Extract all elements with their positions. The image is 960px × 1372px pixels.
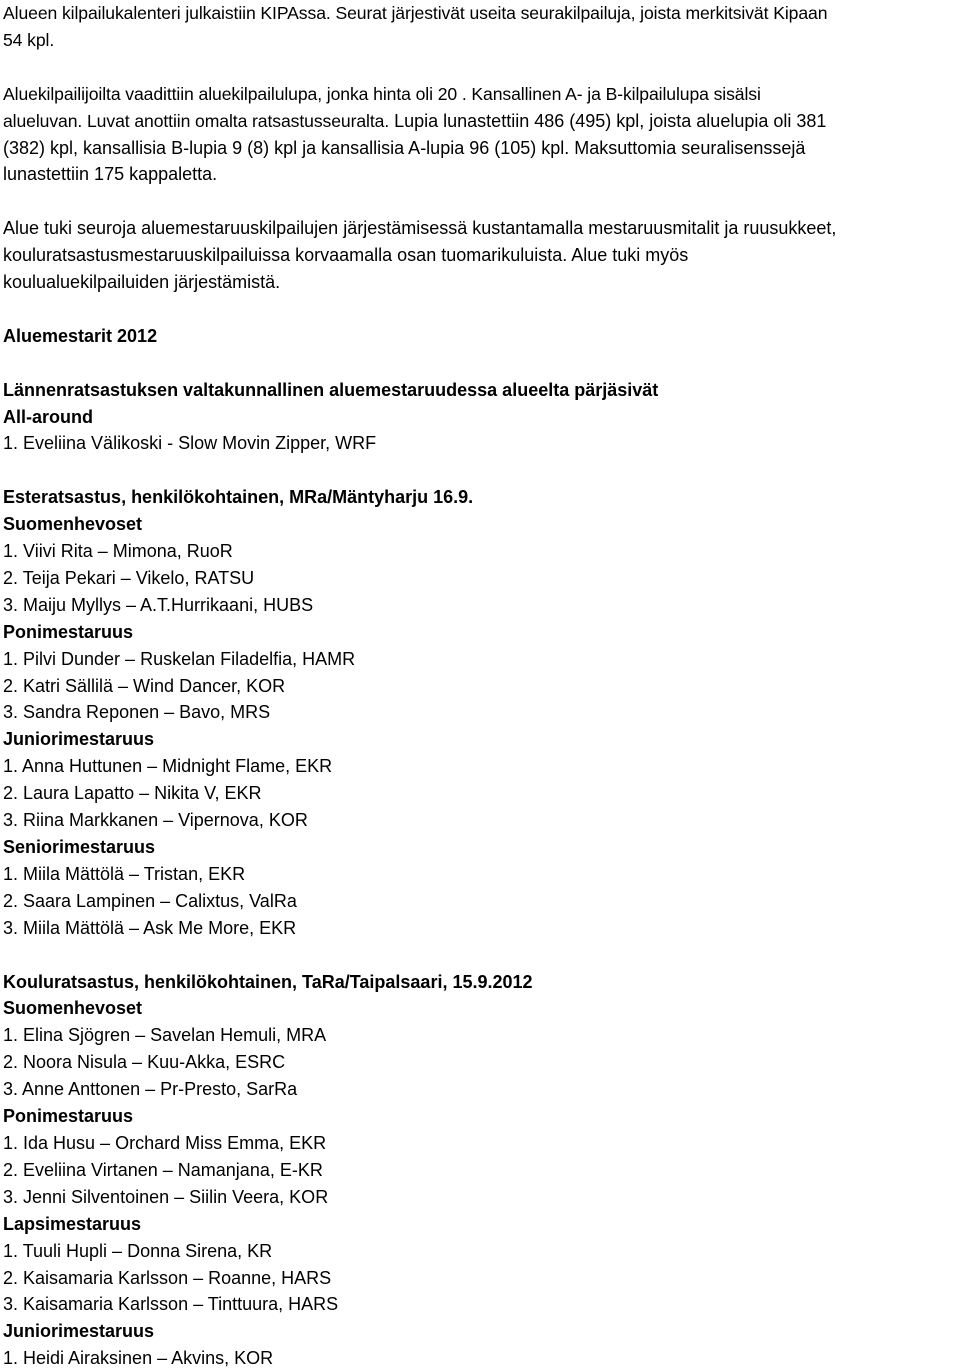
jumping-result: 2. Katri Sällilä – Wind Dancer, KOR: [3, 675, 286, 696]
jumping-group-heading: Juniorimestaruus: [3, 729, 155, 750]
dressage-result: 1. Elina Sjögren – Savelan Hemuli, MRA: [3, 1025, 327, 1046]
dressage-result: 2. Noora Nisula – Kuu-Akka, ESRC: [3, 1052, 286, 1073]
intro-line-4a: alueluvan. Luvat anottiin omalta ratsastusseuralta.: [3, 110, 390, 131]
intro-line-1: Alueen kilpailukalenteri julkaistiin KIPAssa. Seurat järjestivät useita seurakilpailuja, joista merkitsivät Kipaan: [3, 3, 828, 23]
dressage-result: 1. Ida Husu – Orchard Miss Emma, EKR: [3, 1132, 327, 1153]
dressage-result: 3. Anne Anttonen – Pr-Presto, SarRa: [3, 1079, 298, 1100]
jumping-result: 2. Saara Lampinen – Calixtus, ValRa: [3, 890, 297, 911]
support-line-2: kouluratsastusmestaruuskilpailuissa korvaamalla osan tuomarikuluista. Alue tuki myös: [3, 245, 689, 266]
support-line-3: koulualuekilpailuiden järjestämistä.: [3, 272, 281, 293]
dressage-group-heading: Ponimestaruus: [3, 1106, 134, 1127]
dressage-group-heading: Lapsimestaruus: [3, 1213, 142, 1234]
dressage-result: 1. Heidi Airaksinen – Akvins, KOR: [3, 1348, 274, 1369]
jumping-result: 1. Viivi Rita – Mimona, RuoR: [3, 541, 233, 562]
jumping-result: 3. Maiju Myllys – A.T.Hurrikaani, HUBS: [3, 594, 314, 615]
intro-line-4: [3, 108, 957, 135]
champions-heading: Aluemestarit 2012: [3, 325, 158, 346]
jumping-group-heading: Seniorimestaruus: [3, 837, 156, 858]
jumping-result: 1. Miila Mättölä – Tristan, EKR: [3, 863, 246, 884]
jumping-heading: Esteratsastus, henkilökohtainen, MRa/Mäntyharju 16.9.: [3, 487, 474, 508]
dressage-group-heading: Juniorimestaruus: [3, 1321, 155, 1342]
jumping-result: 3. Sandra Reponen – Bavo, MRS: [3, 702, 271, 723]
intro-line-3: Aluekilpailijoilta vaadittiin aluekilpailulupa, jonka hinta oli 20 . Kansallinen A- ja B-kilpailulupa sisälsi: [3, 83, 761, 104]
dressage-group-heading: Suomenhevoset: [3, 998, 143, 1019]
dressage-section: [3, 969, 957, 1372]
western-result: 1. Eveliina Välikoski - Slow Movin Zipper, WRF: [3, 433, 377, 454]
jumping-result: 1. Pilvi Dunder – Ruskelan Filadelfia, HAMR: [3, 648, 356, 669]
support-line-1: Alue tuki seuroja aluemestaruuskilpailujen järjestämisessä kustantamalla mestaruusmitalit ja ruusukkeet,: [3, 218, 837, 239]
jumping-result: 1. Anna Huttunen – Midnight Flame, EKR: [3, 756, 333, 777]
western-heading: Lännenratsastuksen valtakunnallinen aluemestaruudessa alueelta pärjäsivät: [3, 379, 659, 400]
western-category: All-around: [3, 406, 93, 427]
jumping-result: 3. Miila Mättölä – Ask Me More, EKR: [3, 917, 297, 938]
dressage-result: 3. Kaisamaria Karlsson – Tinttuura, HARS: [3, 1294, 339, 1315]
dressage-result: 3. Jenni Silventoinen – Siilin Veera, KOR: [3, 1186, 329, 1207]
jumping-group-heading: Ponimestaruus: [3, 621, 134, 642]
intro-section: [3, 0, 957, 323]
intro-line-5: (382) kpl, kansallisia B-lupia 9 (8) kpl ja kansallisia A-lupia 96 (105) kpl. Maksuttomia seuralisenssejä: [3, 137, 806, 158]
dressage-result: 2. Kaisamaria Karlsson – Roanne, HARS: [3, 1267, 332, 1288]
dressage-result: 1. Tuuli Hupli – Donna Sirena, KR: [3, 1240, 273, 1261]
jumping-section: [3, 484, 957, 968]
dressage-result: 2. Eveliina Virtanen – Namanjana, E-KR: [3, 1159, 323, 1180]
dressage-heading: Kouluratsastus, henkilökohtainen, TaRa/Taipalsaari, 15.9.2012: [3, 971, 533, 992]
western-section: [3, 377, 957, 485]
intro-line-4b: Lupia lunastettiin 486 (495) kpl, joista aluelupia oli 381: [389, 110, 827, 131]
jumping-result: 2. Teija Pekari – Vikelo, RATSU: [3, 567, 255, 588]
jumping-result: 2. Laura Lapatto – Nikita V, EKR: [3, 783, 262, 804]
jumping-result: 3. Riina Markkanen – Vipernova, KOR: [3, 810, 308, 831]
intro-line-2: 54 kpl.: [3, 29, 55, 50]
jumping-group-heading: Suomenhevoset: [3, 514, 143, 535]
intro-line-6: lunastettiin 175 kappaletta.: [3, 164, 218, 185]
